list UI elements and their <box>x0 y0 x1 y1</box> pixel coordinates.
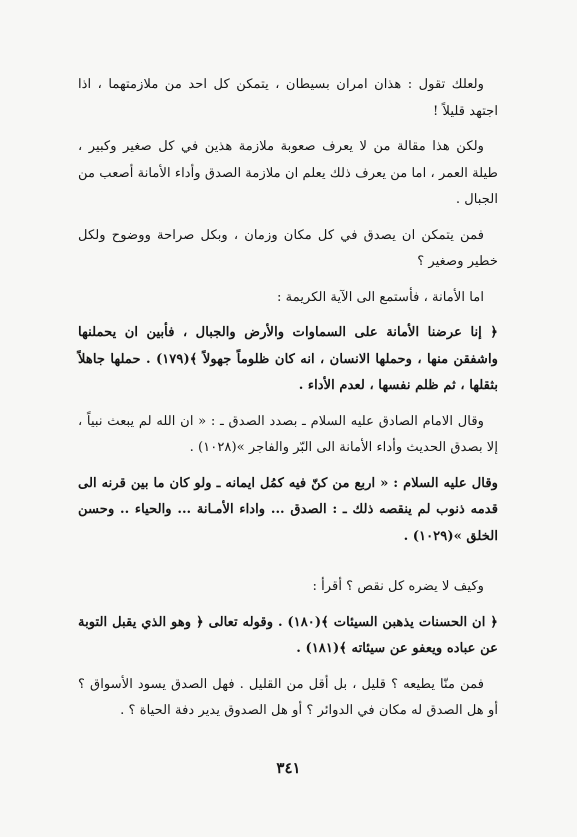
page-number: ٣٤١ <box>276 759 301 777</box>
paragraph-hadith-1: وقال الامام الصادق عليه السلام ـ بصدد الصدق ـ : « ان الله لم يبعث نبياً ، إلا بصدق الحديث وأداء الأمانة الى البّر والفاجر »(١٠٢٨) . <box>78 413 498 455</box>
quran-quote-2: ﴿ ان الحسنات يذهبن السيئات ﴾(١٨٠) . وقوله تعالى ﴿ وهو الذي يقبل التوبة عن عباده ويعفو عن سيئاته ﴾(١٨١) . <box>78 614 498 656</box>
paragraph-4: اما الأمانة ، فأستمع الى الآية الكريمة : <box>277 289 484 305</box>
body-text <box>78 72 498 734</box>
quran-quote-1: ﴿ إنا عرضنا الأمانة على السماوات والأرض والجبال ، فأبين ان يحملنها واشفقن منها ، وحملها الانسان ، انه كان ظلوماً جهولاً ﴾(١٧٩) . حملها جاهلاً بثقلها ، ثم ظلم نفسها ، لعدم الأداء . <box>78 325 498 393</box>
paragraph-1: ولعلك تقول : هذان امران بسيطان ، يتمكن كل احد من ملازمتهما ، اذا اجتهد قليلاً ! <box>78 77 498 119</box>
paragraph-3: فمن يتمكن ان يصدق في كل مكان وزمان ، وبكل صراحة ووضوح ولكل خطير وصغير ؟ <box>78 227 498 269</box>
paragraph-final: فمن منّا يطيعه ؟ قليل ، بل أقل من القليل . فهل الصدق يسود الأسواق ؟ أو هل الصدق له مكان في الدوائر ؟ أو هل الصدوق يدير دفة الحياة ؟ . <box>78 676 498 718</box>
paragraph-hadith-2: وقال عليه السلام : « اربع من كنّ فيه كمُل ايمانه ـ ولو كان ما بين قرنه الى قدمه ذنوب لم ينقصه ذلك ـ : الصدق ... واداء الأمـانة ... والحياء .. وحسن الخلق »(١٠٢٩) . <box>78 475 498 544</box>
paragraph-question: وكيف لا يضره كل نقص ؟ أقرأ : <box>312 579 484 594</box>
paragraph-2: ولكن هذا مقالة من لا يعرف صعوبة ملازمة هذين في كل صغير وكبير ، طيلة العمر ، اما من يعرف ذلك يعلم ان ملازمة الصدق وأداء الأمانة أصعب من الجبال . <box>78 139 498 207</box>
